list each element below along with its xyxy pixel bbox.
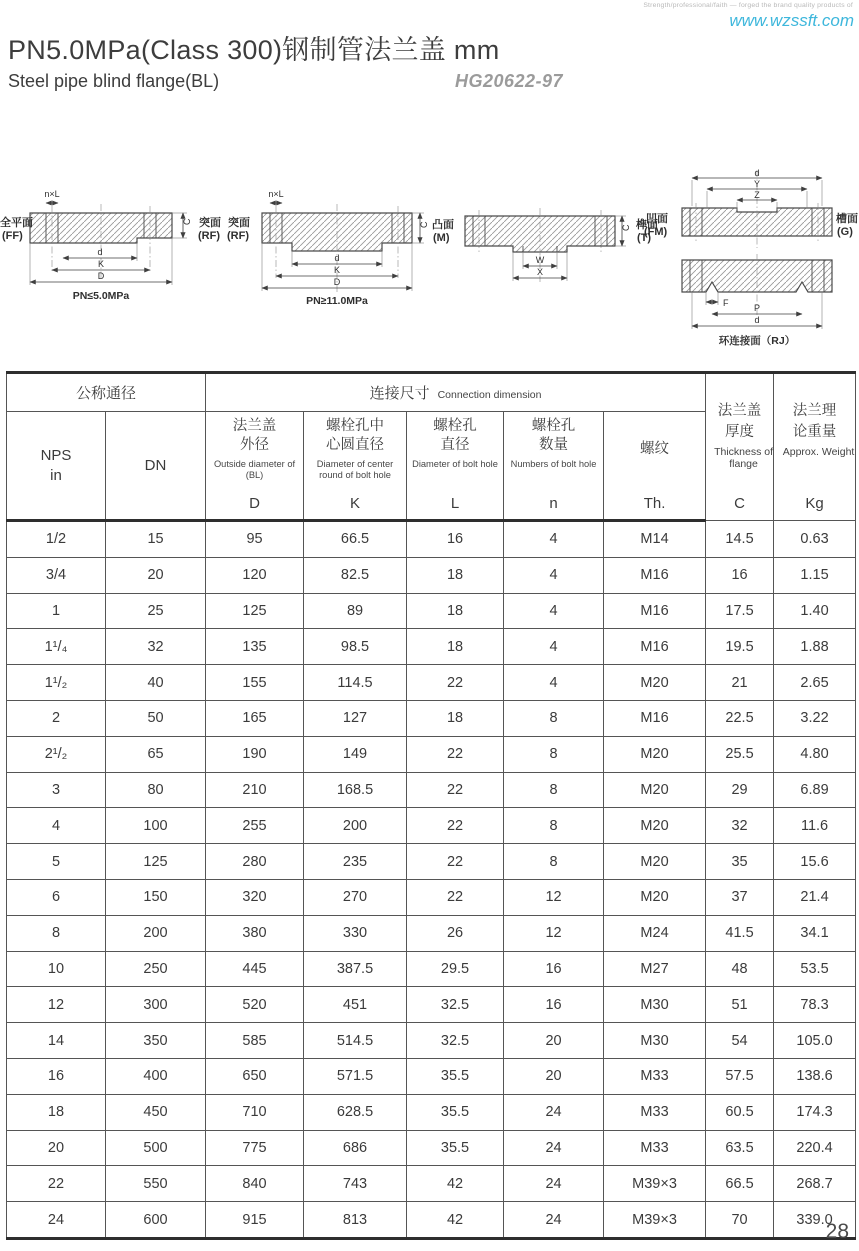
table-cell: 550 [106, 1166, 206, 1202]
table-cell: 20 [106, 557, 206, 593]
table-cell: M20 [604, 736, 706, 772]
table-cell: 330 [304, 915, 407, 951]
table-cell: 320 [206, 879, 304, 915]
header-col-thickness [706, 373, 774, 521]
dim-label-w: W [535, 255, 545, 265]
header-col-weight [774, 373, 856, 521]
table-cell: 37 [706, 879, 774, 915]
table-cell: 650 [206, 1058, 304, 1094]
table-cell: 48 [706, 951, 774, 987]
table-cell: 40 [106, 665, 206, 701]
table-cell: 89 [304, 593, 407, 629]
table-cell: 628.5 [304, 1094, 407, 1130]
table-cell: 520 [206, 987, 304, 1023]
table-cell: 5 [7, 844, 106, 880]
table-row [7, 808, 856, 844]
table-cell: 16 [7, 1058, 106, 1094]
table-cell: 18 [407, 629, 504, 665]
table-cell: 168.5 [304, 772, 407, 808]
col-d-cn2: 外径 [240, 436, 270, 453]
drawing-fm-g-rj [644, 168, 858, 347]
dim-label-k: K [333, 265, 341, 275]
col-c-en: Thickness of flange [714, 446, 774, 471]
table-cell: 78.3 [774, 987, 856, 1023]
table-cell: M24 [604, 915, 706, 951]
table-cell: 114.5 [304, 665, 407, 701]
table-cell: 54 [706, 1023, 774, 1059]
table-cell: 50 [106, 700, 206, 736]
col-n-symbol: n [549, 495, 558, 512]
table-cell: 14 [7, 1023, 106, 1059]
table-cell: 268.7 [774, 1166, 856, 1202]
col-kg-symbol: Kg [805, 495, 824, 512]
table-cell: 24 [504, 1094, 604, 1130]
face-label-g-code: (G) [837, 226, 853, 238]
table-cell: 915 [206, 1202, 304, 1239]
table-cell: 135 [206, 629, 304, 665]
table-cell: 26 [407, 915, 504, 951]
table-row [7, 879, 856, 915]
table-cell: 29 [706, 772, 774, 808]
table-cell: 514.5 [304, 1023, 407, 1059]
col-n-en: Numbers of bolt hole [510, 458, 597, 469]
dim-label-d: d [754, 168, 760, 178]
col-k-cn2: 心圆直径 [326, 436, 385, 453]
col-dn-label: DN [144, 456, 167, 474]
dim-label-d: d [97, 247, 103, 257]
table-cell: 10 [7, 951, 106, 987]
table-cell: 100 [106, 808, 206, 844]
table-row [7, 557, 856, 593]
table-cell: 65 [106, 736, 206, 772]
dim-label-c: C [621, 224, 631, 231]
table-cell: 22 [407, 879, 504, 915]
table-cell: 6 [7, 879, 106, 915]
table-cell: 21.4 [774, 879, 856, 915]
table-cell: 280 [206, 844, 304, 880]
table-cell: 35 [706, 844, 774, 880]
table-cell: 18 [407, 593, 504, 629]
table-cell: 25.5 [706, 736, 774, 772]
spec-table-wrap [6, 371, 856, 1240]
table-cell: M16 [604, 700, 706, 736]
face-label-rf: 突面 [199, 217, 221, 229]
table-cell: 24 [7, 1202, 106, 1239]
table-cell: 585 [206, 1023, 304, 1059]
table-cell: 255 [206, 808, 304, 844]
table-row [7, 915, 856, 951]
table-cell: 66.5 [304, 521, 407, 558]
header-nominal-cn: 公称通径 [76, 385, 137, 402]
table-cell: 4 [504, 521, 604, 558]
col-d-en: Outside diameter of (BL) [213, 458, 296, 480]
table-cell: M20 [604, 808, 706, 844]
table-cell: 66.5 [706, 1166, 774, 1202]
header-col-bolt-hole-number [504, 412, 604, 521]
face-label-fm: 凹面 [646, 213, 668, 225]
dim-label-f: F [723, 298, 729, 308]
table-cell: M33 [604, 1058, 706, 1094]
table-cell: 18 [407, 700, 504, 736]
table-cell: 60.5 [706, 1094, 774, 1130]
table-cell: M20 [604, 879, 706, 915]
table-cell: 450 [106, 1094, 206, 1130]
table-cell: M39×3 [604, 1202, 706, 1239]
table-cell: 200 [304, 808, 407, 844]
table-cell: 16 [504, 951, 604, 987]
table-cell: 42 [407, 1202, 504, 1239]
table-cell: 8 [504, 700, 604, 736]
drawing-rf-high [227, 189, 429, 307]
table-cell: 155 [206, 665, 304, 701]
table-cell: 32 [706, 808, 774, 844]
table-cell: 1.88 [774, 629, 856, 665]
table-cell: 15 [106, 521, 206, 558]
table-cell: 22.5 [706, 700, 774, 736]
table-cell: M39×3 [604, 1166, 706, 1202]
table-cell: M20 [604, 844, 706, 880]
header-connection-dimension [206, 373, 706, 412]
table-cell: 20 [504, 1023, 604, 1059]
table-cell: 42 [407, 1166, 504, 1202]
table-cell: 3 [7, 772, 106, 808]
table-cell: 22 [407, 772, 504, 808]
table-cell: M20 [604, 665, 706, 701]
table-cell: 11.6 [774, 808, 856, 844]
table-cell: 150 [106, 879, 206, 915]
page-title: PN5.0MPa(Class 300)钢制管法兰盖 mm [8, 35, 500, 65]
website-url[interactable]: www.wzssft.com [729, 11, 854, 30]
table-cell: 14.5 [706, 521, 774, 558]
table-cell: 451 [304, 987, 407, 1023]
table-cell: 210 [206, 772, 304, 808]
table-cell: 2 [7, 700, 106, 736]
dim-label-x: X [536, 267, 544, 277]
table-cell: 1 [7, 593, 106, 629]
table-cell: 82.5 [304, 557, 407, 593]
table-cell: 53.5 [774, 951, 856, 987]
table-cell: 125 [206, 593, 304, 629]
table-cell: M33 [604, 1130, 706, 1166]
table-cell: M30 [604, 1023, 706, 1059]
table-cell: M14 [604, 521, 706, 558]
col-d-symbol: D [249, 495, 260, 512]
table-row [7, 1094, 856, 1130]
dim-label-nxl: n×L [268, 189, 284, 199]
col-l-cn2: 直径 [440, 436, 470, 453]
table-cell: 120 [206, 557, 304, 593]
face-label-m-code: (M) [433, 232, 450, 244]
table-row [7, 1202, 856, 1239]
table-cell: 127 [304, 700, 407, 736]
table-cell: 200 [106, 915, 206, 951]
table-cell: 22 [407, 808, 504, 844]
face-label-t-code: (T) [637, 232, 652, 244]
table-cell: 4.80 [774, 736, 856, 772]
table-cell: 2¹/₂ [7, 736, 106, 772]
table-cell: 4 [7, 808, 106, 844]
table-cell: 32 [106, 629, 206, 665]
table-cell: 190 [206, 736, 304, 772]
table-row [7, 1058, 856, 1094]
table-cell: 125 [106, 844, 206, 880]
col-l-symbol: L [450, 495, 460, 512]
table-row [7, 521, 856, 558]
table-cell: 250 [106, 951, 206, 987]
dim-label-nxl: n×L [44, 189, 60, 199]
spec-table-body [7, 521, 856, 1239]
table-row [7, 772, 856, 808]
table-cell: 15.6 [774, 844, 856, 880]
table-row [7, 700, 856, 736]
dim-label-c: C [419, 221, 429, 228]
table-cell: 80 [106, 772, 206, 808]
col-d-cn1: 法兰盖 [232, 418, 277, 434]
face-label-ff: 全平面 [0, 217, 33, 229]
table-cell: 4 [504, 557, 604, 593]
table-cell: 1¹/₂ [7, 665, 106, 701]
table-cell: 339.0 [774, 1202, 856, 1239]
col-k-cn1: 螺栓孔中 [326, 418, 385, 434]
dim-label-d: d [334, 253, 340, 263]
table-cell: 19.5 [706, 629, 774, 665]
table-cell: 105.0 [774, 1023, 856, 1059]
table-cell: 18 [7, 1094, 106, 1130]
table-cell: M30 [604, 987, 706, 1023]
table-cell: 775 [206, 1130, 304, 1166]
dim-label-k: K [97, 259, 105, 269]
table-cell: 8 [504, 844, 604, 880]
table-row [7, 665, 856, 701]
col-c-symbol: C [734, 495, 745, 512]
table-row [7, 1166, 856, 1202]
spec-table [6, 371, 856, 1240]
table-cell: 22 [407, 736, 504, 772]
drawing-caption: PN≥11.0MPa [306, 295, 368, 307]
table-cell: 500 [106, 1130, 206, 1166]
table-row [7, 1130, 856, 1166]
table-cell: 445 [206, 951, 304, 987]
table-cell: 17.5 [706, 593, 774, 629]
table-cell: 4 [504, 593, 604, 629]
face-label-rf: 突面 [228, 217, 250, 229]
table-cell: 35.5 [407, 1130, 504, 1166]
table-row [7, 987, 856, 1023]
table-cell: 571.5 [304, 1058, 407, 1094]
table-cell: 165 [206, 700, 304, 736]
table-cell: M16 [604, 593, 706, 629]
dim-label-d-bottom: d [754, 315, 760, 325]
col-n-cn2: 数量 [539, 436, 569, 453]
brand-tagline: Strength/professional/faith — forged the brand quality products of [643, 2, 853, 9]
table-row [7, 844, 856, 880]
table-cell: 149 [304, 736, 407, 772]
drawing-caption: PN≤5.0MPa [72, 290, 130, 302]
col-k-en: Diameter of center round of bolt hole [316, 458, 394, 480]
table-cell: 235 [304, 844, 407, 880]
table-cell: 20 [7, 1130, 106, 1166]
drawing-caption-rj: 环连接面（RJ） [718, 335, 796, 347]
table-cell: 95 [206, 521, 304, 558]
table-cell: 20 [504, 1058, 604, 1094]
table-cell: 18 [407, 557, 504, 593]
table-cell: 6.89 [774, 772, 856, 808]
header-nominal-diameter [7, 373, 206, 412]
table-cell: 380 [206, 915, 304, 951]
table-cell: 22 [407, 665, 504, 701]
table-cell: 24 [504, 1202, 604, 1239]
table-cell: 686 [304, 1130, 407, 1166]
table-cell: 32.5 [407, 1023, 504, 1059]
table-cell: 0.63 [774, 521, 856, 558]
col-k-symbol: K [350, 495, 361, 512]
table-cell: 25 [106, 593, 206, 629]
table-cell: 8 [504, 808, 604, 844]
table-cell: 400 [106, 1058, 206, 1094]
table-cell: 57.5 [706, 1058, 774, 1094]
table-cell: 63.5 [706, 1130, 774, 1166]
table-cell: 24 [504, 1130, 604, 1166]
dim-label-c: C [182, 218, 192, 225]
table-cell: 743 [304, 1166, 407, 1202]
table-cell: 2.65 [774, 665, 856, 701]
table-cell: 29.5 [407, 951, 504, 987]
table-cell: 35.5 [407, 1094, 504, 1130]
table-row [7, 629, 856, 665]
table-cell: 600 [106, 1202, 206, 1239]
dim-label-D: D [97, 271, 105, 281]
table-cell: 3.22 [774, 700, 856, 736]
table-cell: 70 [706, 1202, 774, 1239]
col-c-cn2: 厚度 [725, 424, 755, 441]
table-cell: 12 [504, 879, 604, 915]
table-cell: 1¹/₄ [7, 629, 106, 665]
table-cell: 174.3 [774, 1094, 856, 1130]
table-cell: 1.15 [774, 557, 856, 593]
table-cell: 41.5 [706, 915, 774, 951]
table-row [7, 593, 856, 629]
table-cell: 813 [304, 1202, 407, 1239]
table-cell: 51 [706, 987, 774, 1023]
page-number: 28 [825, 1220, 849, 1243]
header-col-dn [106, 412, 206, 521]
header-col-thread [604, 412, 706, 521]
dim-label-p: P [753, 303, 761, 313]
col-c-cn1: 法兰盖 [717, 403, 762, 419]
table-cell: 4 [504, 629, 604, 665]
face-label-m: 凸面 [432, 219, 454, 231]
col-l-cn1: 螺栓孔 [433, 418, 477, 434]
table-cell: 21 [706, 665, 774, 701]
drawing-ff-rf [0, 189, 221, 302]
face-label-ff-code: (FF) [2, 230, 23, 242]
header-connection-en: Connection dimension [437, 389, 542, 401]
table-cell: M27 [604, 951, 706, 987]
table-cell: 8 [7, 915, 106, 951]
table-cell: M16 [604, 557, 706, 593]
table-cell: 8 [504, 736, 604, 772]
table-cell: 12 [504, 915, 604, 951]
face-label-rf-code: (RF) [227, 230, 249, 242]
table-cell: 22 [407, 844, 504, 880]
col-th-cn: 螺纹 [640, 441, 670, 457]
col-kg-cn1: 法兰理 [792, 403, 837, 419]
col-th-symbol: Th. [643, 495, 666, 512]
col-nps-line2: in [50, 466, 62, 484]
face-label-t: 榫面 [636, 219, 658, 231]
table-cell: 32.5 [407, 987, 504, 1023]
dim-label-y: Y [753, 179, 761, 189]
table-cell: 350 [106, 1023, 206, 1059]
standard-code: HG20622-97 [455, 71, 564, 91]
table-cell: 1/2 [7, 521, 106, 558]
table-cell: 24 [504, 1166, 604, 1202]
table-cell: 12 [7, 987, 106, 1023]
table-row [7, 951, 856, 987]
table-cell: 98.5 [304, 629, 407, 665]
dim-label-D: D [333, 277, 341, 287]
table-cell: 8 [504, 772, 604, 808]
table-cell: 840 [206, 1166, 304, 1202]
col-kg-en: Approx. Weight [782, 446, 855, 459]
face-label-g: 槽面 [836, 213, 858, 225]
table-row [7, 736, 856, 772]
table-cell: 3/4 [7, 557, 106, 593]
table-cell: 300 [106, 987, 206, 1023]
table-cell: 4 [504, 665, 604, 701]
table-cell: 35.5 [407, 1058, 504, 1094]
col-nps-line1: NPS [40, 447, 72, 464]
drawing-m-t [432, 208, 658, 282]
table-cell: 270 [304, 879, 407, 915]
table-cell: 16 [706, 557, 774, 593]
face-label-fm-code: (FM) [644, 226, 668, 238]
table-cell: 1.40 [774, 593, 856, 629]
col-l-en: Diameter of bolt hole [412, 458, 498, 469]
table-cell: 16 [407, 521, 504, 558]
header-col-bolt-hole-diameter [407, 412, 504, 521]
table-cell: 387.5 [304, 951, 407, 987]
dim-label-z: Z [754, 190, 760, 200]
face-label-rf-code: (RF) [198, 230, 220, 242]
table-cell: 220.4 [774, 1130, 856, 1166]
header-col-outside-diameter [206, 412, 304, 521]
table-cell: M33 [604, 1094, 706, 1130]
table-cell: M16 [604, 629, 706, 665]
table-row [7, 1023, 856, 1059]
col-n-cn1: 螺栓孔 [531, 418, 576, 434]
table-cell: 16 [504, 987, 604, 1023]
header-col-nps [7, 412, 106, 521]
table-cell: M20 [604, 772, 706, 808]
table-cell: 138.6 [774, 1058, 856, 1094]
page-subtitle: Steel pipe blind flange(BL) [8, 71, 220, 91]
col-kg-cn2: 论重量 [792, 424, 837, 441]
table-cell: 710 [206, 1094, 304, 1130]
header-connection-cn: 连接尺寸 [369, 385, 430, 402]
header-col-bolt-circle [304, 412, 407, 521]
technical-drawings [0, 168, 859, 358]
table-cell: 34.1 [774, 915, 856, 951]
table-cell: 22 [7, 1166, 106, 1202]
